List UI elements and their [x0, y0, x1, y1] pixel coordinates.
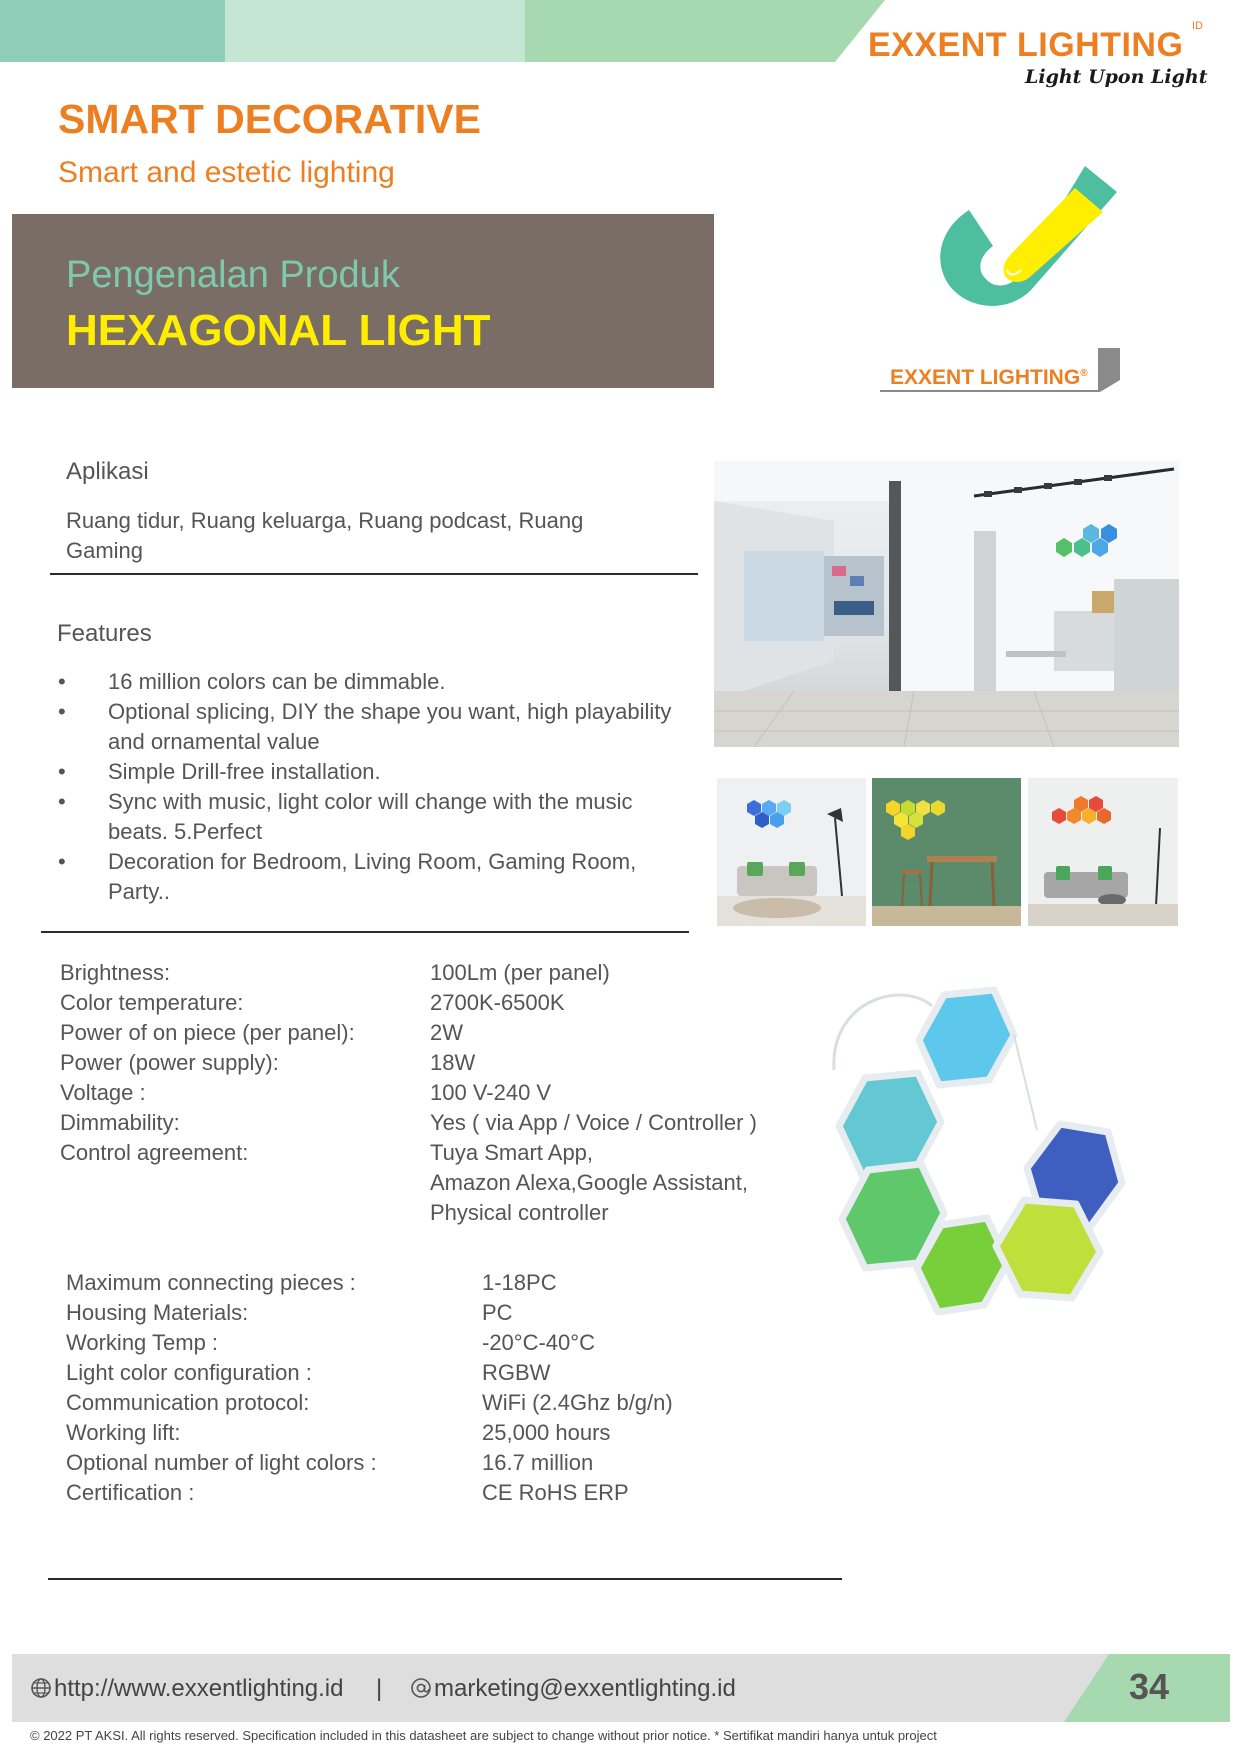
- spec-value: 2W: [430, 1020, 463, 1045]
- spec-value: RGBW: [482, 1360, 551, 1385]
- spec-label: Power of on piece (per panel):: [60, 1020, 355, 1045]
- footer-email[interactable]: [410, 1675, 736, 1703]
- exxent-logo-icon: [935, 158, 1135, 328]
- spec-label: Housing Materials:: [66, 1300, 249, 1325]
- spec-label: Brightness:: [60, 960, 171, 985]
- hexagonal-light-product: [822, 980, 1182, 1380]
- specs1-values: [430, 958, 757, 1228]
- spec-label: Light color configuration :: [66, 1360, 312, 1385]
- room-photo-red: [1028, 778, 1178, 926]
- feature-item: • Optional splicing, DIY the shape you want, high playability and ornamental value: [52, 697, 672, 757]
- feature-item: • Sync with music, light color will change with the music beats. 5.Perfect: [52, 787, 672, 847]
- product-name: HEXAGONAL LIGHT: [66, 306, 491, 355]
- divider-2: [41, 931, 689, 933]
- spec-value: WiFi (2.4Ghz b/g/n): [482, 1390, 673, 1415]
- spec-value: 25,000 hours: [482, 1420, 611, 1445]
- aplikasi-text: Ruang tidur, Ruang keluarga, Ruang podcast, Ruang Gaming: [66, 508, 584, 563]
- spec-label: Certification :: [66, 1480, 195, 1505]
- feature-item: • Simple Drill-free installation.: [52, 757, 672, 787]
- features-title: Features: [57, 620, 152, 647]
- spec-label: Maximum connecting pieces :: [66, 1270, 356, 1295]
- store-illustration: [714, 461, 1179, 747]
- logo-text-label: EXXENT LIGHTING: [890, 366, 1081, 389]
- hex-panel-yellow-green: [996, 1200, 1100, 1298]
- registered-mark: ®: [1080, 368, 1088, 379]
- spec-label: Working Temp :: [66, 1330, 219, 1355]
- spec-label: Voltage :: [60, 1080, 146, 1105]
- intro-banner: [12, 214, 714, 388]
- spec-value: CE RoHS ERP: [482, 1480, 629, 1505]
- spec-value: 16.7 million: [482, 1450, 594, 1475]
- spec-value: 18W: [430, 1050, 476, 1075]
- spec-value: Physical controller: [430, 1200, 609, 1225]
- at-icon: [410, 1677, 432, 1699]
- spec-label: Control agreement:: [60, 1140, 249, 1165]
- spec-value: 100 V-240 V: [430, 1080, 552, 1105]
- spec-value: -20°C-40°C: [482, 1330, 595, 1355]
- specs2-labels: [66, 1268, 377, 1508]
- feature-item: • 16 million colors can be dimmable.: [52, 667, 672, 697]
- spec-label: Communication protocol:: [66, 1390, 310, 1415]
- spec-value: Yes ( via App / Voice / Controller ): [430, 1110, 757, 1135]
- page-title: SMART DECORATIVE: [58, 96, 481, 142]
- specs2-values: [482, 1268, 673, 1508]
- features-list: [52, 667, 672, 907]
- spec-value: Tuya Smart App,: [430, 1140, 594, 1165]
- spec-value: 2700K-6500K: [430, 990, 565, 1015]
- footer-separator: |: [376, 1675, 383, 1702]
- room-photo-blue: [717, 778, 866, 926]
- website-link[interactable]: http://www.exxentlighting.id: [54, 1675, 344, 1702]
- spec-label: Working lift:: [66, 1420, 181, 1445]
- room-illustration-green: [872, 778, 1021, 926]
- room-illustration-red: [1028, 778, 1178, 926]
- divider-3: [48, 1578, 842, 1580]
- specs1-labels: [60, 958, 355, 1168]
- divider-1: [50, 573, 698, 575]
- spec-value: Amazon Alexa,Google Assistant,: [430, 1170, 748, 1195]
- header-band-2: [225, 0, 525, 62]
- header-band-1: [0, 0, 225, 62]
- room-illustration-blue: [717, 778, 866, 926]
- header-band-3: [525, 0, 885, 62]
- footer-website[interactable]: [30, 1675, 344, 1703]
- spec-label: Power (power supply):: [60, 1050, 279, 1075]
- email-link[interactable]: marketing@exxentlighting.id: [434, 1675, 736, 1702]
- page-number: 34: [1128, 1666, 1170, 1707]
- brand-name: EXXENT LIGHTING: [868, 26, 1184, 64]
- brand-suffix: ID: [1192, 20, 1203, 32]
- copyright-notice: © 2022 PT AKSI. All rights reserved. Specification included in this datasheet are subject to change without prior notice. * Sertifikat mandiri hanya untuk project: [30, 1728, 937, 1743]
- aplikasi-title: Aplikasi: [66, 458, 149, 485]
- hex-panel-sky-blue: [919, 990, 1014, 1085]
- spec-value: 100Lm (per panel): [430, 960, 610, 985]
- spec-label: Dimmability:: [60, 1110, 180, 1135]
- store-photo: [714, 461, 1179, 747]
- feature-item: • Decoration for Bedroom, Living Room, Gaming Room, Party..: [52, 847, 672, 907]
- room-photo-green: [872, 778, 1021, 926]
- hex-panel-cyan: [839, 1073, 941, 1175]
- globe-icon: [30, 1677, 52, 1699]
- logo-text: [890, 366, 1088, 390]
- spec-label: Optional number of light colors :: [66, 1450, 377, 1475]
- spec-value: PC: [482, 1300, 513, 1325]
- brand-tagline: Light Upon Light: [1025, 66, 1208, 88]
- intro-label: Pengenalan Produk: [66, 254, 400, 296]
- page-subtitle: Smart and estetic lighting: [58, 156, 395, 189]
- spec-label: Color temperature:: [60, 990, 244, 1015]
- spec-value: 1-18PC: [482, 1270, 557, 1295]
